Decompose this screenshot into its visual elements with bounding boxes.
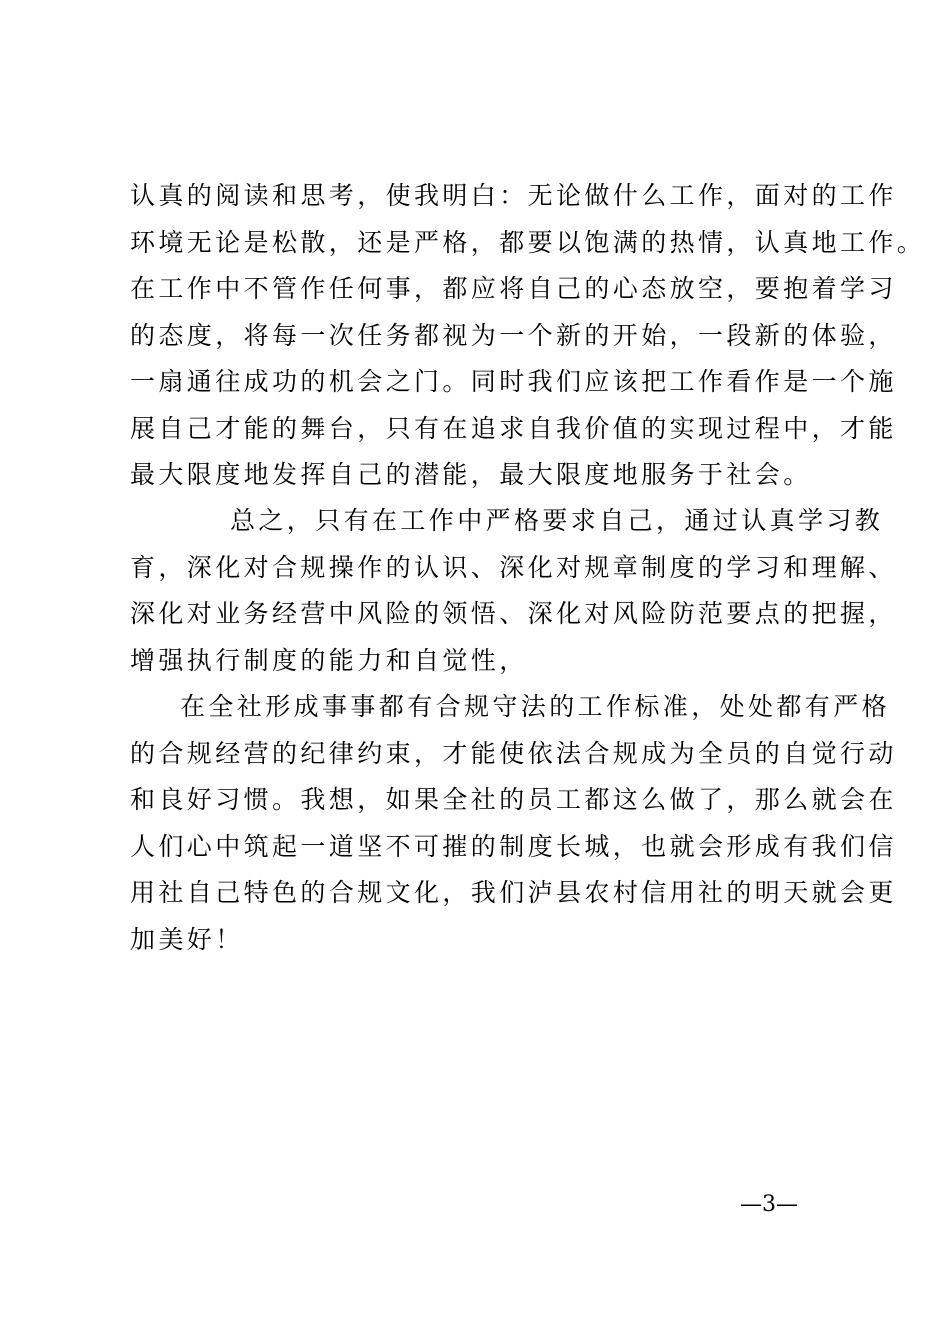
- paragraph-3: [130, 684, 897, 963]
- paragraph-line: 最大限度地发挥自己的潜能，最大限度地服务于社会。: [130, 460, 812, 489]
- paragraph-line: 增强执行制度的能力和自觉性，: [130, 645, 528, 675]
- paragraph-line: 在全社形成事事都有合规守法的工作标准，处处都有严格: [180, 692, 891, 721]
- paragraph-line: 加美好！: [130, 924, 244, 954]
- paragraph-line: 总之，只有在工作中严格要求自己，通过认真学习教: [230, 506, 884, 535]
- paragraph-line: 深化对业务经营中风险的领悟、深化对风险防范要点的把握，: [130, 599, 897, 628]
- page-number: —3—: [740, 1192, 798, 1217]
- paragraph-line: 人们心中筑起一道坚不可摧的制度长城，也就会形成有我们信: [130, 831, 897, 861]
- paragraph-line: 在工作中不管作任何事，都应将自己的心态放空，要抱着学习: [130, 274, 897, 303]
- paragraph-line: 的态度，将每一次任务都视为一个新的开始，一段新的体验，: [130, 320, 897, 350]
- paragraph-line: 展自己才能的舞台，只有在追求自我价值的实现过程中，才能: [130, 413, 897, 443]
- paragraph-line: 一扇通往成功的机会之门。同时我们应该把工作看作是一个施: [130, 367, 897, 396]
- paragraph-1: [130, 173, 926, 499]
- paragraph-line: 认真的阅读和思考，使我明白：无论做什么工作，面对的工作: [130, 181, 897, 210]
- paragraph-line: 用社自己特色的合规文化，我们泸县农村信用社的明天就会更: [130, 878, 897, 907]
- paragraph-line: 环境无论是松散，还是严格，都要以饱满的热情，认真地工作。: [130, 227, 926, 257]
- paragraph-2: [130, 498, 897, 684]
- paragraph-line: 育，深化对合规操作的认识、深化对规章制度的学习和理解、: [130, 552, 897, 582]
- paragraph-line: 的合规经营的纪律约束，才能使依法合规成为全员的自觉行动: [130, 738, 897, 768]
- paragraph-line: 和良好习惯。我想，如果全社的员工都这么做了，那么就会在: [130, 785, 897, 814]
